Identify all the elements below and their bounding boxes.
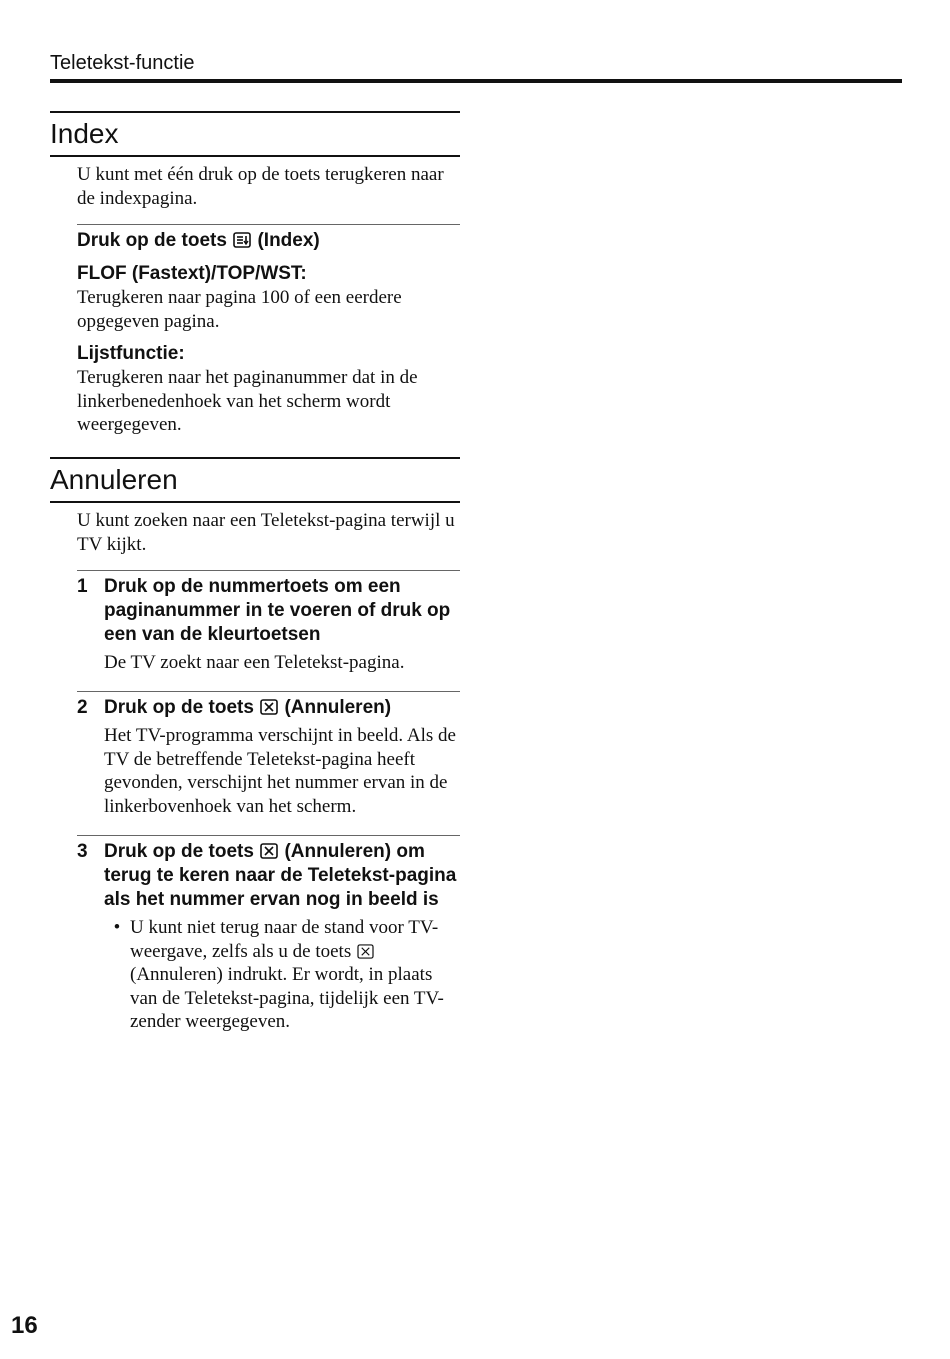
step-1 bbox=[50, 575, 460, 675]
index-press-heading bbox=[77, 229, 460, 253]
content-column bbox=[50, 111, 460, 1034]
page-number: 16 bbox=[11, 1312, 38, 1339]
step-1-text: De TV zoekt naar een Teletekst-pagina. bbox=[104, 651, 405, 673]
step-3-heading-suffix: (Annuleren) om terug te keren naar de Teletekst-pagina als het nummer ervan nog in beeld is bbox=[104, 841, 457, 910]
step-3-note-suffix: (Annuleren) indrukt. Er wordt, in plaats van de Teletekst-pagina, tijdelijk een TV-zender weergegeven. bbox=[130, 964, 444, 1032]
cancel-intro-wrap bbox=[77, 503, 460, 571]
cancel-icon bbox=[357, 944, 374, 959]
bullet-marker: • bbox=[113, 917, 121, 938]
flof-label: FLOF (Fastext)/TOP/WST: bbox=[77, 263, 307, 284]
step-3-heading bbox=[104, 840, 460, 912]
index-icon bbox=[233, 232, 251, 248]
step-1-body bbox=[104, 575, 460, 675]
step-3 bbox=[50, 840, 460, 1034]
index-press-suffix: (Index) bbox=[257, 230, 320, 251]
step-3-number: 3 bbox=[77, 841, 88, 862]
cancel-icon bbox=[260, 699, 278, 715]
cancel-intro: U kunt zoeken naar een Teletekst-pagina terwijl u TV kijkt. bbox=[77, 503, 460, 571]
section-title-index: Index bbox=[50, 111, 460, 157]
running-header: Teletekst-functie bbox=[50, 52, 195, 74]
step-3-body bbox=[104, 840, 460, 1034]
list-label: Lijstfunctie: bbox=[77, 343, 185, 364]
step-3-note bbox=[104, 916, 460, 1034]
step-2-heading-prefix: Druk op de toets bbox=[104, 697, 254, 718]
step-separator bbox=[77, 691, 460, 692]
step-2-number: 2 bbox=[77, 697, 88, 718]
step-3-note-prefix: U kunt niet terug naar de stand voor TV-weergave, zelfs als u de toets bbox=[130, 917, 439, 962]
index-intro: U kunt met één druk op de toets terugkeren naar de indexpagina. bbox=[77, 157, 460, 225]
step-2-heading-suffix: (Annuleren) bbox=[284, 697, 392, 718]
step-separator bbox=[77, 835, 460, 836]
header-rule bbox=[50, 79, 902, 83]
index-section-body bbox=[77, 157, 460, 437]
step-3-note-text bbox=[130, 916, 460, 1034]
cancel-icon bbox=[260, 843, 278, 859]
step-2-body bbox=[104, 696, 460, 818]
section-title-cancel: Annuleren bbox=[50, 457, 460, 503]
step-2-heading bbox=[104, 696, 460, 720]
step-2-text: Het TV-programma verschijnt in beeld. Als de TV de betreffende Teletekst-pagina heeft gevonden, verschijnt het nummer ervan in de linkerbovenhoek van het scherm. bbox=[104, 725, 456, 817]
flof-text: Terugkeren naar pagina 100 of een eerdere opgegeven pagina. bbox=[77, 287, 402, 332]
list-text: Terugkeren naar het paginanummer dat in de linkerbenedenhoek van het scherm wordt weergegeven. bbox=[77, 367, 418, 435]
step-3-heading-prefix: Druk op de toets bbox=[104, 841, 254, 862]
index-press-prefix: Druk op de toets bbox=[77, 230, 227, 251]
step-1-number: 1 bbox=[77, 575, 88, 597]
step-1-heading: Druk op de nummertoets om een paginanummer in te voeren of druk op een van de kleurtoetsen bbox=[104, 575, 451, 645]
step-2 bbox=[50, 696, 460, 818]
